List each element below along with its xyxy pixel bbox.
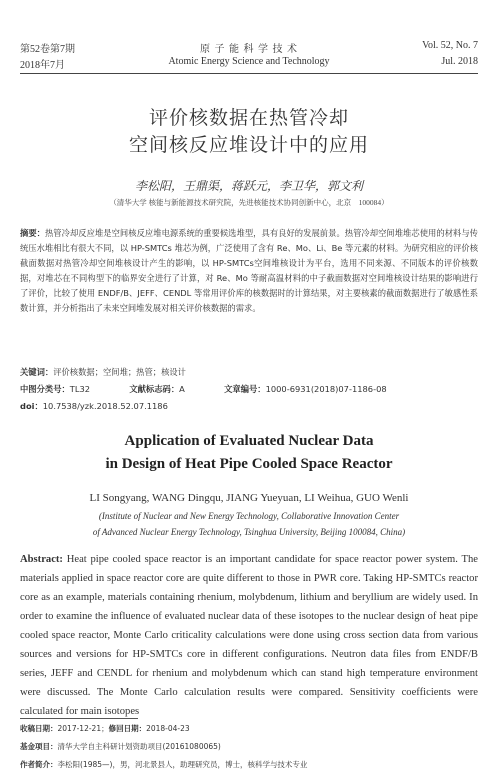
authors-zh: 李松阳，王鼎渠，蒋跃元，李卫华，郭文利 [134, 179, 363, 193]
revised-label: 修回日期： [108, 724, 147, 733]
article-id-value: 1000-6931(2018)07-1186-08 [265, 384, 387, 394]
abstract-en [20, 550, 478, 721]
affiliation-zh: （清华大学 核能与新能源技术研究院，先进核能技术协同创新中心，北京 100084） [109, 198, 389, 207]
title-zh-line1: 评价核数据在热管冷却 [148, 107, 349, 129]
doc-code-label: 文献标志码： [129, 384, 180, 394]
received-label: 收稿日期： [20, 724, 58, 733]
abstract-en-text: Heat pipe cooled space reactor is an important candidate for space reactor power system. The materials applied in space reactor core are quite different to those in PWR core. Taking HP-SMTCs reactor core as an example, materials containing rhenium, molybdenum, lithium and beryllium are widely used. In order to examine the influence of evaluated nuclear data of these isotopes to the nuclear design of heat pipe cooled space reactor, Monte Carlo criticality calculations were done using cross section data from various sources and versions for HP-SMTCs core in different configurations. Neutron data files from ENDF/B series, JEFF and CENDL for rhenium and molybdenum which can stand high temperature environment were discussed. The Monte Carlo calculation results were compared. Sensitivity coefficients were calculated for main isotopes [20, 554, 478, 718]
received-date: 2017-12-21； [57, 724, 109, 733]
keywords-zh-text: 评价核数据；空间堆；热管；核设计 [53, 367, 186, 377]
affiliation-en-line1: (Institute of Nuclear and New Energy Technology, Collaborative Innovation Center [98, 511, 400, 521]
title-en-line2: in Design of Heat Pipe Cooled Space Reactor [105, 456, 393, 472]
clc-value: TL32 [69, 384, 91, 394]
fund-text: 清华大学自主科研计划资助项目(20161080065) [57, 742, 221, 751]
volume-number: Vol. 52, No. 7 [422, 40, 478, 51]
keywords-zh [20, 366, 478, 378]
footnote-author [20, 759, 478, 770]
doc-code-value: A [179, 384, 185, 394]
clc-label: 中图分类号： [20, 384, 70, 394]
abstract-zh-label: 摘要： [20, 228, 45, 238]
journal-name-en: Atomic Energy Science and Technology [168, 56, 330, 67]
abstract-zh [20, 226, 478, 317]
keywords-zh-label: 关键词： [20, 367, 54, 377]
doi-value[interactable]: 10.7538/yzk.2018.52.07.1186 [42, 401, 168, 411]
doi-line [20, 400, 478, 412]
abstract-zh-text: 热管冷却反应堆是空间核反应堆电源系统的重要候选堆型，具有良好的发展前景。热管冷却空间堆堆芯使用的材料与传统压水堆相比有很大不同，以 HP-SMTCs 堆芯为例，广泛使用了含有 Re、Mo、Li、Be 等元素的材料。为研究相应的评价核截面数据对热管冷却空间堆核设计产生的影响，以 HP-SMTCs空间堆核设计为平台，选用不同来源、不同版本的评价核数据，对堆芯在不同构型下的临界安全进行了计算，对 Re、Mo 等耐高温材料的中子截面数据对空间堆核设计结果的影响进行了评价，比较了使用 ENDF/B、JEFF、CENDL 等常用评价库的核数据时的计算结果，对主要核素的截面数据进行了敏感性系数计算，并分析指出了未来空间堆发展对相关评价核数据的需求。 [20, 228, 478, 314]
footnote-fund [20, 741, 478, 752]
journal-date: 2018年7月 [20, 60, 65, 71]
journal-issue: 第52卷第7期 [20, 44, 75, 55]
author-bio-text: 李松阳(1985—)，男，河北景县人，助理研究员，博士，核科学与技术专业 [57, 760, 308, 769]
footnote-dates [20, 723, 478, 734]
header-rule [20, 73, 478, 74]
revised-date: 2018-04-23 [146, 724, 190, 733]
footnote-rule [20, 718, 138, 719]
author-bio-label: 作者简介： [20, 760, 58, 769]
doi-label: doi： [20, 401, 43, 411]
article-id-label: 文章编号： [224, 384, 266, 394]
authors-en: LI Songyang, WANG Dingqu, JIANG Yueyuan, LI Weihua, GUO Wenli [89, 492, 409, 504]
abstract-en-label: Abstract: [20, 554, 63, 565]
journal-name-zh: 原 子 能 科 学 技 术 [200, 44, 298, 55]
fund-label: 基金项目： [20, 742, 58, 751]
title-zh-line2: 空间核反应堆设计中的应用 [128, 134, 369, 156]
issue-month: Jul. 2018 [441, 56, 478, 67]
classification-line [20, 383, 478, 395]
title-en-line1: Application of Evaluated Nuclear Data [124, 433, 374, 449]
affiliation-en-line2: of Advanced Nuclear Energy Technology, Tsinghua University, Beijing 100084, China) [92, 527, 406, 537]
